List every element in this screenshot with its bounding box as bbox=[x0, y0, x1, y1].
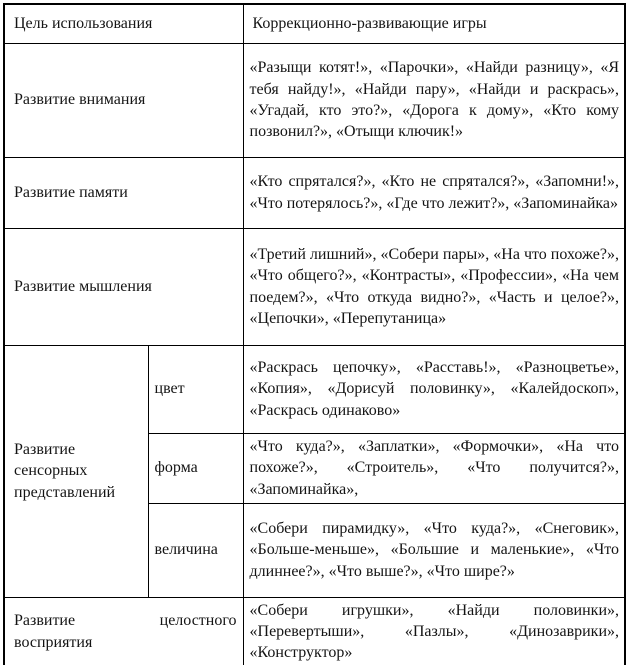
games-sensory-shape: «Что куда?», «Заплатки», «Формочки», «На что похоже?», «Строитель», «Что получится?», «Запоминайка», bbox=[243, 433, 625, 503]
subtype-color: цвет bbox=[148, 345, 243, 433]
games-attention: «Разыщи котят!», «Парочки», «Найди разницу», «Я тебя найду!», «Найди пару», «Найди и раскрась», «Угадай, кто это?», «Дорога к дому», «Кто кому позвонил?», «Отыщи ключик!» bbox=[243, 43, 625, 157]
table-row-holistic bbox=[4, 597, 625, 665]
header-goal-column: Цель использования bbox=[4, 4, 243, 43]
goal-attention: Развитие внимания bbox=[4, 43, 243, 157]
header-games-column: Коррекционно-развивающие игры bbox=[243, 4, 625, 43]
games-holistic: «Собери игрушки», «Найди половинки», «Перевертыши», «Пазлы», «Динозаврики», «Конструктор» bbox=[243, 597, 625, 665]
table-row-thinking bbox=[4, 228, 625, 345]
games-sensory-color: «Раскрась цепочку», «Расставь!», «Разноцветье», «Копия», «Дорисуй половинку», «Калейдоскоп», «Раскрась одинаково» bbox=[243, 345, 625, 433]
games-memory: «Кто спрятался?», «Кто не спрятался?», «Запомни!», «Что потерялось?», «Где что лежит?», «Запоминайка» bbox=[243, 157, 625, 228]
games-sensory-size: «Собери пирамидку», «Что куда?», «Снеговик», «Больше-меньше», «Большие и маленькие», «Что длиннее?», «Что выше?», «Что шире?» bbox=[243, 503, 625, 597]
table-row-attention bbox=[4, 43, 625, 157]
correctional-games-table bbox=[3, 3, 626, 665]
goal-memory: Развитие памяти bbox=[4, 157, 243, 228]
subtype-shape: форма bbox=[148, 433, 243, 503]
subtype-size: величина bbox=[148, 503, 243, 597]
table-header-row bbox=[4, 4, 625, 43]
goal-thinking: Развитие мышления bbox=[4, 228, 243, 345]
table-row-sensory-color bbox=[4, 345, 625, 433]
goal-sensory: Развитие сенсорных представлений bbox=[4, 345, 148, 597]
goal-holistic: Развитие целостного восприятия bbox=[4, 597, 243, 665]
table-row-memory bbox=[4, 157, 625, 228]
games-thinking: «Третий лишний», «Собери пары», «На что похоже?», «Что общего?», «Контрасты», «Профессии», «На чем поедем?», «Что откуда видно?», «Часть и целое?», «Цепочки», «Перепутаница» bbox=[243, 228, 625, 345]
